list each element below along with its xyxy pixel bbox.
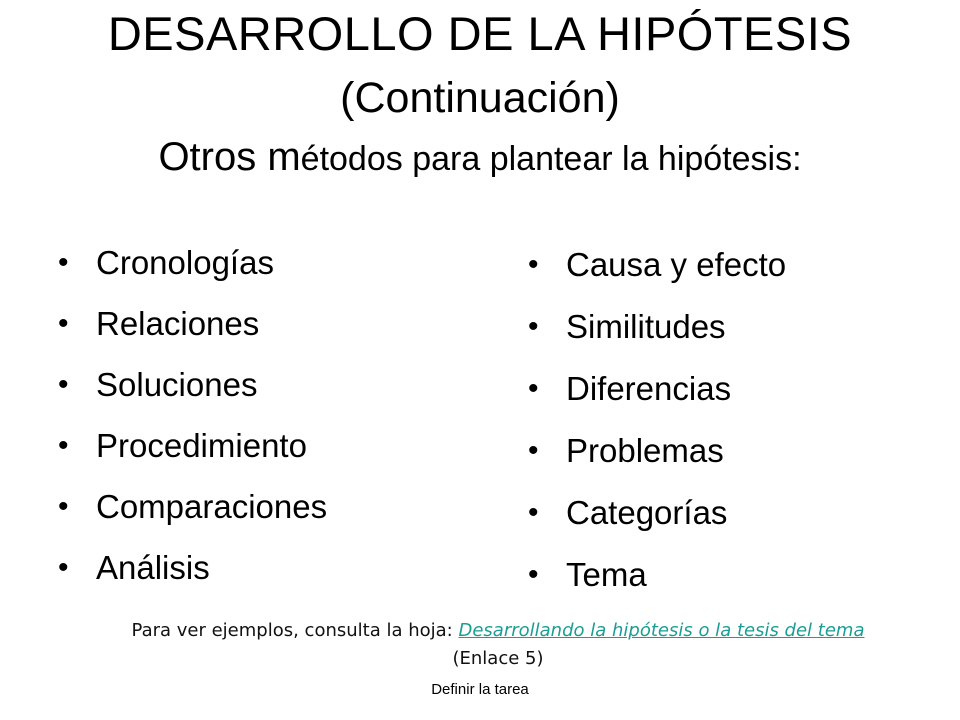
slide-title-continuation: (Continuación) [340, 74, 620, 122]
list-item: • Comparaciones [58, 476, 327, 537]
right-bullet-list [528, 234, 786, 606]
subtitle-initial: Otros m [158, 135, 301, 179]
list-item: • Procedimiento [58, 415, 327, 476]
list-item: • Diferencias [528, 358, 786, 420]
slide-subtitle [0, 130, 960, 186]
worksheet-link[interactable]: Desarrollando la hipótesis o la tesis del tema [458, 620, 865, 641]
footer-suffix: (Enlace 5) [452, 648, 544, 669]
slide-title: DESARROLLO DE LA HIPÓTESIS [107, 7, 853, 60]
left-bullet-list [58, 232, 327, 598]
list-item: • Análisis [58, 537, 327, 598]
list-item: • Problemas [528, 420, 786, 482]
footer-note [0, 617, 960, 673]
subtitle-rest: étodos para plantear la hipótesis: [300, 140, 802, 178]
list-item: • Soluciones [58, 354, 327, 415]
list-item: • Causa y efecto [528, 234, 786, 296]
footer-prefix: Para ver ejemplos, consulta la hoja: [131, 620, 453, 641]
list-item: • Similitudes [528, 296, 786, 358]
list-item: • Categorías [528, 482, 786, 544]
list-item: • Cronologías [58, 232, 327, 293]
list-item: • Relaciones [58, 293, 327, 354]
list-item: • Tema [528, 544, 786, 606]
task-label: Definir la tarea [431, 681, 529, 698]
